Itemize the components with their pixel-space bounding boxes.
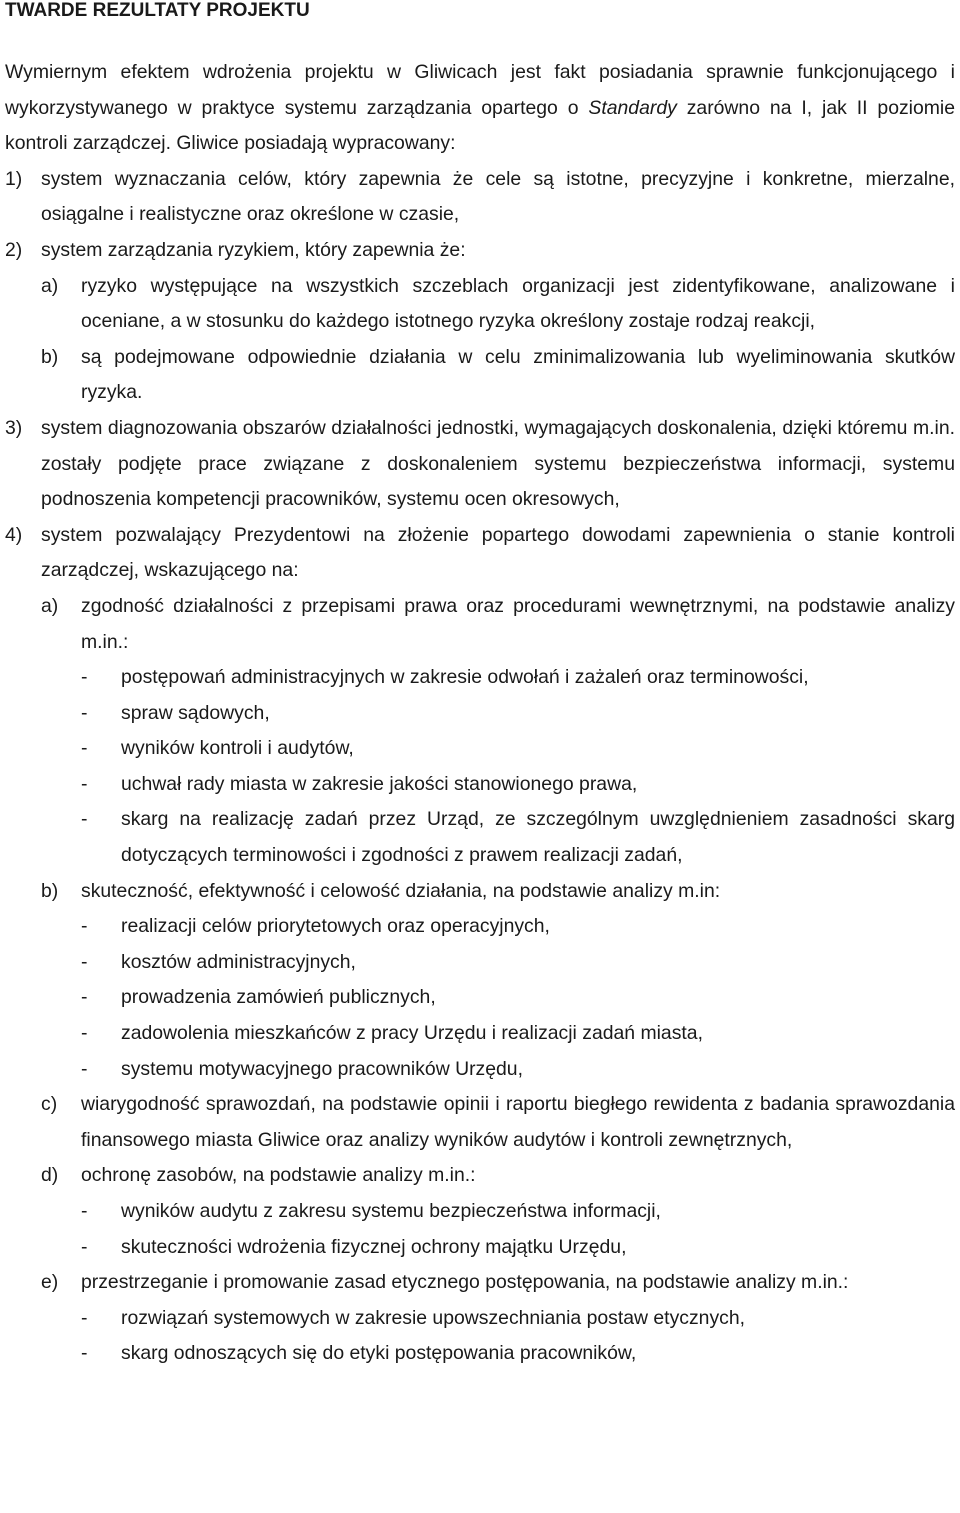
intro-paragraph xyxy=(5,55,955,162)
bullet-item-marker: - xyxy=(81,1306,88,1329)
bullet-item xyxy=(5,696,955,732)
bullet-item xyxy=(5,1052,955,1088)
sub-list-item-marker: d) xyxy=(41,1164,59,1187)
bullet-item-marker: - xyxy=(81,1057,88,1080)
bullet-item xyxy=(5,660,955,696)
intro-text-after: zarówno na I, jak II poziomie kontroli zarządczej. Gliwice posiadają wypracowany: xyxy=(5,96,956,155)
list-item xyxy=(5,518,955,589)
bullet-item-marker: - xyxy=(81,1235,88,1258)
intro-text-before: Wymiernym efektem wdrożenia projektu w Gliwicach jest fakt posiadania sprawnie funkcjonującego i wykorzystywanego w praktyce systemu zarządzania opartego o xyxy=(5,61,955,119)
bullet-item-text: postępowań administracyjnych w zakresie odwołań i zażaleń oraz terminowości, xyxy=(121,666,809,689)
sub-list-item-marker: b) xyxy=(41,879,59,902)
list-item-marker: 2) xyxy=(5,238,23,261)
list-item-text: system diagnozowania obszarów działalności jednostki, wymagających doskonalenia, dzięki któremu m.in. zostały podjęte prace związane z doskonaleniem systemu bezpieczeństwa informacji, systemu podnoszenia kompetencji pracowników, systemu ocen okresowych, xyxy=(41,416,955,511)
sub-list-item-text: ochronę zasobów, na podstawie analizy m.in.: xyxy=(81,1164,476,1187)
bullet-item-marker: - xyxy=(81,808,88,831)
bullet-item-text: spraw sądowych, xyxy=(121,701,270,724)
bullet-item xyxy=(5,731,955,767)
bullet-item xyxy=(5,1016,955,1052)
bullet-item-text: systemu motywacyjnego pracowników Urzędu, xyxy=(121,1057,523,1080)
list-item-marker: 4) xyxy=(5,523,23,546)
bullet-item-text: zadowolenia mieszkańców z pracy Urzędu i realizacji zadań miasta, xyxy=(121,1022,703,1045)
sub-list-item-text: ryzyko występujące na wszystkich szczeblach organizacji jest zidentyfikowane, analizowane i oceniane, a w stosunku do każdego istotnego ryzyka określony zostaje rodzaj reakcji, xyxy=(81,274,955,333)
numbered-list xyxy=(5,162,955,1372)
bullet-item-marker: - xyxy=(81,701,88,724)
bullet-item xyxy=(5,980,955,1016)
list-item-text: system pozwalający Prezydentowi na złożenie popartego dowodami zapewnienia o stanie kontroli zarządczej, wskazującego na: xyxy=(41,523,955,582)
bullet-item-marker: - xyxy=(81,666,88,689)
bullet-item-text: skuteczności wdrożenia fizycznej ochrony majątku Urzędu, xyxy=(121,1235,627,1258)
bullet-item-marker: - xyxy=(81,986,88,1009)
list-item xyxy=(5,233,955,269)
sub-list-item-marker: e) xyxy=(41,1271,59,1294)
sub-list-item-text: są podejmowane odpowiednie działania w celu zminimalizowania lub wyeliminowania skutków ryzyka. xyxy=(81,345,955,404)
bullet-item-marker: - xyxy=(81,772,88,795)
bullet-item-marker: - xyxy=(81,1022,88,1045)
sub-list-item xyxy=(5,340,955,411)
bullet-item-marker: - xyxy=(81,915,88,938)
bullet-item-text: uchwał rady miasta w zakresie jakości stanowionego prawa, xyxy=(121,772,638,795)
list-item xyxy=(5,411,955,518)
sub-list-item-text: przestrzeganie i promowanie zasad etycznego postępowania, na podstawie analizy m.in.: xyxy=(81,1271,849,1294)
list-item-text: system zarządzania ryzykiem, który zapewnia że: xyxy=(41,238,466,261)
sub-list-item-marker: b) xyxy=(41,345,59,368)
list-item-text: system wyznaczania celów, który zapewnia że cele są istotne, precyzyjne i konkretne, mierzalne, osiągalne i realistyczne oraz określone w czasie, xyxy=(41,167,955,226)
bullet-item-marker: - xyxy=(81,950,88,973)
sub-list-item-marker: a) xyxy=(41,274,59,297)
bullet-item-text: skarg na realizację zadań przez Urząd, ze szczególnym uwzględnieniem zasadności skarg dotyczących terminowości i zgodności z prawem realizacji zadań, xyxy=(121,808,955,867)
bullet-item-text: rozwiązań systemowych w zakresie upowszechniania postaw etycznych, xyxy=(121,1306,746,1329)
bullet-item xyxy=(5,1336,955,1372)
sub-list-item-marker: a) xyxy=(41,594,59,617)
list-item-marker: 3) xyxy=(5,416,23,439)
list-item xyxy=(5,162,955,233)
sub-list-item-text: wiarygodność sprawozdań, na podstawie opinii i raportu biegłego rewidenta z badania sprawozdania finansowego miasta Gliwice oraz analizy wyników audytów i kontroli zewnętrznych, xyxy=(81,1093,955,1151)
bullet-item xyxy=(5,1301,955,1337)
sub-list-item xyxy=(5,874,955,910)
list-item-marker: 1) xyxy=(5,167,23,190)
sub-list-item xyxy=(5,1158,955,1194)
bullet-item xyxy=(5,802,955,873)
bullet-item xyxy=(5,1194,955,1230)
bullet-item-text: skarg odnoszących się do etyki postępowania pracowników, xyxy=(121,1342,637,1365)
sub-list-item xyxy=(5,269,955,340)
bullet-item-text: wyników kontroli i audytów, xyxy=(121,737,354,760)
intro-text-italic: Standardy xyxy=(588,96,677,119)
bullet-item xyxy=(5,767,955,803)
bullet-item-text: wyników audytu z zakresu systemu bezpieczeństwa informacji, xyxy=(121,1200,661,1222)
bullet-item-text: kosztów administracyjnych, xyxy=(121,950,356,973)
sub-list-item xyxy=(5,589,955,660)
bullet-item-marker: - xyxy=(81,737,88,760)
bullet-item-marker: - xyxy=(81,1342,88,1365)
bullet-item xyxy=(5,1230,955,1266)
bullet-item xyxy=(5,909,955,945)
sub-list-item-text: zgodność działalności z przepisami prawa oraz procedurami wewnętrznymi, na podstawie analizy m.in.: xyxy=(81,594,955,653)
bullet-item xyxy=(5,945,955,981)
sub-list-item xyxy=(5,1087,955,1158)
bullet-item-text: realizacji celów priorytetowych oraz operacyjnych, xyxy=(121,915,550,938)
bullet-item-marker: - xyxy=(81,1200,88,1222)
bullet-item-text: prowadzenia zamówień publicznych, xyxy=(121,986,436,1009)
document-heading: TWARDE REZULTATY PROJEKTU xyxy=(5,0,310,21)
sub-list-item xyxy=(5,1265,955,1301)
sub-list-item-text: skuteczność, efektywność i celowość działania, na podstawie analizy m.in: xyxy=(81,879,721,902)
sub-list-item-marker: c) xyxy=(41,1093,58,1116)
